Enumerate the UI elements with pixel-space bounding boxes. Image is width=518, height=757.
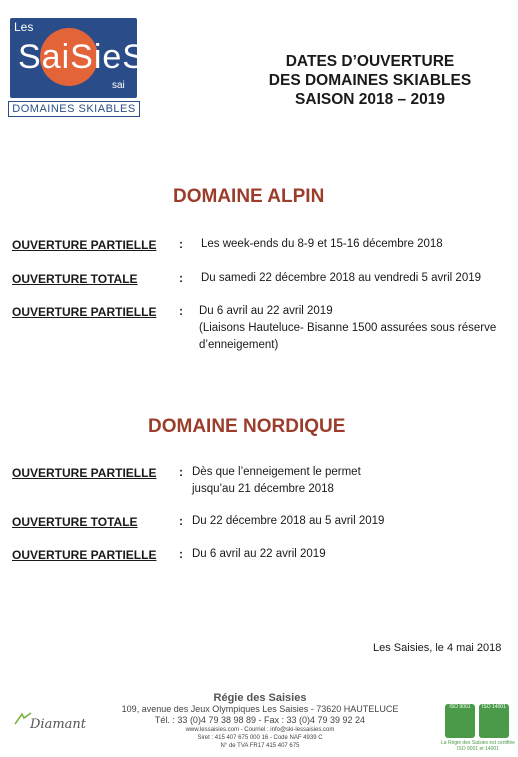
nordique-row-3-text: Du 6 avril au 22 avril 2019 bbox=[192, 548, 326, 560]
nordique-row-2-colon: : bbox=[179, 514, 183, 528]
footer-address-block bbox=[110, 692, 410, 750]
footer-title: Régie des Saisies bbox=[213, 692, 307, 704]
alpin-row-1-text: Les week-ends du 8-9 et 15-16 décembre 2018 bbox=[201, 238, 443, 250]
cert-badge-1 bbox=[445, 704, 475, 738]
footer-address: 109, avenue des Jeux Olympiques Les Saisies - 73620 HAUTELUCE bbox=[121, 704, 399, 714]
nordique-row-2-label: OUVERTURE TOTALE bbox=[12, 515, 138, 529]
nordique-row-3-label: OUVERTURE PARTIELLE bbox=[12, 548, 157, 562]
alpin-row-3-text-2: (Liaisons Hauteluce- Bisanne 1500 assurées sous réserve bbox=[199, 322, 497, 334]
alpin-row-2-text: Du samedi 22 décembre 2018 au vendredi 5 avril 2019 bbox=[201, 272, 482, 284]
logo-sai-text: sai bbox=[112, 80, 125, 91]
logo-les-text: Les bbox=[14, 20, 34, 34]
signature-date: Les Saisies, le 4 mai 2018 bbox=[373, 642, 502, 654]
cert-badge-2 bbox=[479, 704, 509, 738]
nordique-row-1-colon: : bbox=[179, 465, 183, 479]
title-line-1: DATES D’OUVERTURE bbox=[285, 53, 455, 70]
title-line-2: DES DOMAINES SKIABLES bbox=[268, 72, 472, 89]
nordique-row-1-text-2: jusqu’au 21 décembre 2018 bbox=[192, 483, 334, 495]
document-title bbox=[240, 52, 500, 109]
title-line-3: SAISON 2018 – 2019 bbox=[295, 91, 445, 108]
alpin-row-3-label: OUVERTURE PARTIELLE bbox=[12, 305, 157, 319]
cert-caption: La Régie des Saisies est certifiée ISO 9001 et 14001 bbox=[441, 740, 515, 752]
footer-web: www.lessaisies.com - Courriel : info@ski-lessaisies.com bbox=[185, 727, 335, 733]
logo-subtitle: DOMAINES SKIABLES bbox=[8, 101, 140, 117]
footer-phone: Tél. : 33 (0)4 79 38 98 89 - Fax : 33 (0)4 79 39 92 24 bbox=[154, 715, 366, 725]
alpin-row-3-text-1: Du 6 avril au 22 avril 2019 bbox=[199, 305, 333, 317]
alpin-row-2-label: OUVERTURE TOTALE bbox=[12, 272, 138, 286]
alpin-row-1-colon: : bbox=[179, 237, 183, 251]
alpin-row-3-text-3: d’enneigement) bbox=[199, 339, 279, 351]
nordique-row-1-label: OUVERTURE PARTIELLE bbox=[12, 466, 157, 480]
cert-badge-2-label: ISO 14001 bbox=[482, 704, 506, 710]
nordique-row-2-text: Du 22 décembre 2018 au 5 avril 2019 bbox=[192, 515, 385, 527]
nordique-row-1-text-1: Dès que l’enneigement le permet bbox=[192, 466, 361, 478]
section-title-alpin: DOMAINE ALPIN bbox=[173, 186, 325, 207]
alpin-row-3-colon: : bbox=[179, 304, 183, 318]
cert-badge-1-label: ISO 9001 bbox=[449, 704, 471, 710]
partner-logo-text: Diamant bbox=[30, 717, 87, 732]
footer-tva: N° de TVA FR17 415 407 675 bbox=[220, 743, 300, 749]
alpin-row-1-label: OUVERTURE PARTIELLE bbox=[12, 238, 157, 252]
section-title-nordique: DOMAINE NORDIQUE bbox=[148, 416, 346, 437]
alpin-row-2-colon: : bbox=[179, 271, 183, 285]
logo-name-text: SaiSieS bbox=[18, 38, 146, 76]
nordique-row-3-colon: : bbox=[179, 547, 183, 561]
footer-siret: Siret : 415 407 675 000 16 - Code NAF 4939 C bbox=[197, 735, 323, 741]
